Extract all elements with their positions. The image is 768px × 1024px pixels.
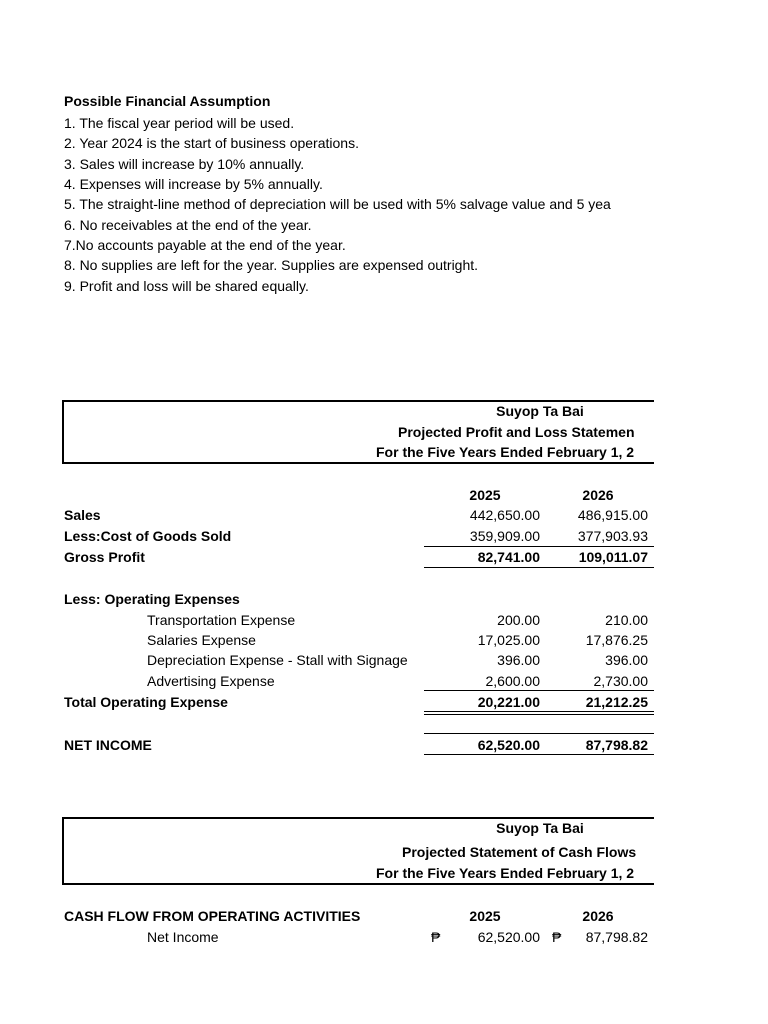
pl-statement-title: Projected Profit and Loss Statemen: [398, 424, 635, 440]
expense-2025: 17,025.00: [477, 632, 540, 648]
net-income-2026: 87,798.82: [585, 737, 648, 753]
sales-2026: 486,915.00: [577, 507, 648, 523]
peso-currency-symbol: ₱: [431, 929, 441, 945]
cf-statement-title: Projected Statement of Cash Flows: [402, 844, 637, 860]
cf-period: For the Five Years Ended February 1, 2: [376, 865, 635, 881]
expense-label: Salaries Expense: [147, 632, 256, 648]
cogs-label: Less:Cost of Goods Sold: [64, 528, 232, 544]
pl-year-2025: 2025: [469, 487, 501, 503]
assumption-item: 8. No supplies are left for the year. Supplies are expensed outright.: [64, 257, 479, 273]
net-income-overline: [424, 733, 654, 734]
pl-period: For the Five Years Ended February 1, 2: [376, 444, 635, 460]
cf-year-2025: 2025: [469, 908, 501, 924]
total-opex-double-underline: [424, 714, 654, 715]
cogs-2025: 359,909.00: [469, 528, 540, 544]
assumption-item: 4. Expenses will increase by 5% annually.: [64, 176, 323, 192]
assumption-item: 1. The fiscal year period will be used.: [64, 115, 295, 131]
gross-profit-2025: 82,741.00: [477, 549, 540, 565]
expense-label: Transportation Expense: [147, 612, 296, 628]
expense-2026: 2,730.00: [593, 673, 648, 689]
expense-2025: 396.00: [497, 652, 540, 668]
cf-operating-header: CASH FLOW FROM OPERATING ACTIVITIES: [64, 908, 361, 924]
expense-label: Depreciation Expense - Stall with Signage: [147, 652, 408, 668]
expense-label: Advertising Expense: [147, 673, 275, 689]
cf-net-income-2026: 87,798.82: [585, 929, 648, 945]
total-opex-2026: 21,212.25: [585, 694, 648, 710]
pl-year-2026: 2026: [582, 487, 614, 503]
cf-company-name: Suyop Ta Bai: [496, 820, 584, 836]
gross-profit-label: Gross Profit: [64, 549, 145, 565]
net-income-underline: [424, 754, 654, 755]
gross-profit-2026: 109,011.07: [578, 549, 648, 565]
cogs-2026: 377,903.93: [577, 528, 648, 544]
total-opex-label: Total Operating Expense: [64, 694, 228, 710]
cogs-underline: [424, 546, 654, 547]
expenses-underline: [424, 690, 654, 691]
sales-2025: 442,650.00: [469, 507, 540, 523]
assumption-item: 2. Year 2024 is the start of business operations.: [64, 135, 359, 151]
expense-2025: 2,600.00: [485, 673, 540, 689]
assumption-item: 5. The straight-line method of depreciation will be used with 5% salvage value and 5 yea: [64, 196, 611, 212]
cf-net-income-2025: 62,520.00: [477, 929, 540, 945]
total-opex-underline: [424, 711, 654, 712]
cf-net-income-label: Net Income: [147, 929, 219, 945]
net-income-label: NET INCOME: [64, 737, 152, 753]
assumption-item: 6. No receivables at the end of the year.: [64, 217, 312, 233]
total-opex-2025: 20,221.00: [477, 694, 540, 710]
opex-header: Less: Operating Expenses: [64, 591, 240, 607]
peso-currency-symbol: ₱: [552, 929, 562, 945]
sales-label: Sales: [64, 507, 101, 523]
expense-2026: 396.00: [605, 652, 648, 668]
cf-year-2026: 2026: [582, 908, 614, 924]
assumptions-title: Possible Financial Assumption: [64, 93, 271, 109]
gross-profit-underline: [424, 567, 654, 568]
expense-2025: 200.00: [497, 612, 540, 628]
pl-company-name: Suyop Ta Bai: [496, 403, 584, 419]
net-income-2025: 62,520.00: [477, 737, 540, 753]
assumption-item: 7.No accounts payable at the end of the year.: [64, 237, 346, 253]
expense-2026: 210.00: [605, 612, 648, 628]
expense-2026: 17,876.25: [585, 632, 648, 648]
assumption-item: 3. Sales will increase by 10% annually.: [64, 156, 305, 172]
assumption-item: 9. Profit and loss will be shared equally.: [64, 278, 309, 294]
